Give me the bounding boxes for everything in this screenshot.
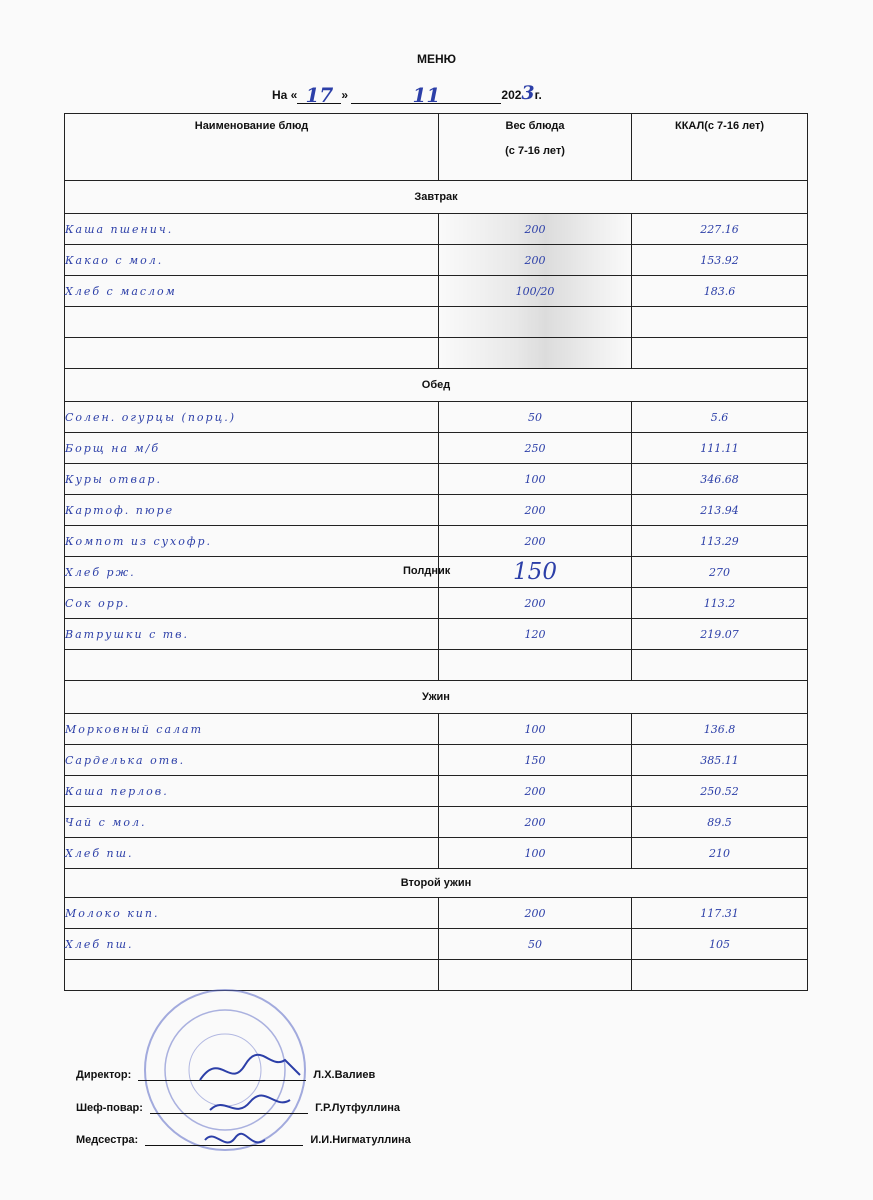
date-year-prefix: 202 <box>501 88 522 102</box>
section-title: Ужин <box>65 681 808 714</box>
dish-weight: 100 <box>439 714 632 745</box>
section-title: Полдник <box>403 565 451 577</box>
dish-kcal: 270 <box>632 557 808 588</box>
table-row-empty <box>65 307 808 338</box>
table-row-empty <box>65 338 808 369</box>
section-breakfast <box>65 181 808 214</box>
handwritten-signatures <box>190 1040 310 1165</box>
table-row <box>65 214 808 245</box>
dish-weight-cell <box>403 557 632 588</box>
dish-name: Какао с мол. <box>65 245 439 276</box>
dish-weight: 200 <box>439 245 632 276</box>
column-header-kcal: ККАЛ(с 7-16 лет) <box>632 114 808 181</box>
dish-weight: 200 <box>439 898 632 929</box>
dish-kcal: 153.92 <box>632 245 808 276</box>
nurse-signature-scribble <box>205 1134 265 1143</box>
table-row <box>65 402 808 433</box>
date-month-field <box>351 83 501 107</box>
dish-name: Хлеб пш. <box>65 838 439 869</box>
section-title: Второй ужин <box>65 869 808 898</box>
section-snack <box>65 557 808 588</box>
date-day-field <box>297 83 341 107</box>
section-lunch <box>65 369 808 402</box>
dish-weight: 50 <box>439 929 632 960</box>
dish-kcal: 385.11 <box>632 745 808 776</box>
dish-kcal: 117.31 <box>632 898 808 929</box>
weight-header-line1: Вес блюда <box>505 120 565 132</box>
dish-name: Сарделька отв. <box>65 745 439 776</box>
chef-name: Г.Р.Лутфуллина <box>315 1102 401 1114</box>
weight-header-line2: (с 7-16 лет) <box>505 145 565 157</box>
table-row <box>65 526 808 557</box>
table-row <box>65 619 808 650</box>
table-row <box>65 276 808 307</box>
dish-name: Каша перлов. <box>65 776 439 807</box>
table-header-row <box>65 114 808 181</box>
dish-name: Компот из сухофр. <box>65 526 439 557</box>
table-row <box>65 745 808 776</box>
dish-weight: 150 <box>439 745 632 776</box>
nurse-label: Медсестра: <box>76 1134 139 1146</box>
dish-kcal: 219.07 <box>632 619 808 650</box>
dish-kcal: 111.11 <box>632 433 808 464</box>
dish-kcal: 136.8 <box>632 714 808 745</box>
dish-name: Хлеб с маслом <box>65 276 439 307</box>
date-month: 11 <box>412 83 441 107</box>
dish-name: Хлеб рж. <box>65 557 439 588</box>
table-row <box>65 929 808 960</box>
dish-kcal: 346.68 <box>632 464 808 495</box>
table-row <box>65 433 808 464</box>
table-row <box>65 807 808 838</box>
dish-weight: 150 <box>513 559 557 585</box>
director-name: Л.Х.Валиев <box>313 1069 376 1081</box>
director-label: Директор: <box>76 1069 132 1081</box>
section-title: Завтрак <box>65 181 808 214</box>
dish-weight: 200 <box>439 776 632 807</box>
table-row <box>65 495 808 526</box>
dish-name: Ватрушки с тв. <box>65 619 439 650</box>
menu-table <box>64 113 808 991</box>
date-suffix: г. <box>534 88 542 102</box>
dish-name: Чай с мол. <box>65 807 439 838</box>
dish-weight: 100 <box>439 464 632 495</box>
section-title: Обед <box>65 369 808 402</box>
table-row-empty <box>65 650 808 681</box>
dish-name: Куры отвар. <box>65 464 439 495</box>
section-second-dinner <box>65 869 808 898</box>
dish-kcal: 89.5 <box>632 807 808 838</box>
table-row <box>65 464 808 495</box>
dish-weight: 200 <box>439 588 632 619</box>
dish-name: Сок орр. <box>65 588 439 619</box>
nurse-name: И.И.Нигматуллина <box>310 1134 411 1146</box>
dish-kcal: 113.29 <box>632 526 808 557</box>
dish-kcal: 183.6 <box>632 276 808 307</box>
dish-name: Солен. огурцы (порц.) <box>65 402 439 433</box>
table-row <box>65 714 808 745</box>
director-signature-scribble <box>200 1055 300 1080</box>
chef-signature-scribble <box>210 1095 290 1110</box>
dish-kcal: 250.52 <box>632 776 808 807</box>
dish-weight: 50 <box>439 402 632 433</box>
date-line <box>272 82 542 107</box>
column-header-weight <box>439 114 632 181</box>
dish-weight: 200 <box>439 495 632 526</box>
dish-weight: 100 <box>439 838 632 869</box>
dish-weight: 200 <box>439 214 632 245</box>
date-day: 17 <box>305 83 334 107</box>
dish-kcal: 227.16 <box>632 214 808 245</box>
table-row <box>65 776 808 807</box>
table-row <box>65 245 808 276</box>
page-title: МЕНЮ <box>416 52 457 66</box>
dish-name: Картоф. пюре <box>65 495 439 526</box>
dish-kcal: 5.6 <box>632 402 808 433</box>
chef-label: Шеф-повар: <box>76 1102 143 1114</box>
dish-name: Борщ на м/б <box>65 433 439 464</box>
dish-weight: 120 <box>439 619 632 650</box>
dish-name: Хлеб пш. <box>65 929 439 960</box>
dish-kcal: 105 <box>632 929 808 960</box>
date-year-digit: 3 <box>521 82 535 104</box>
dish-weight: 200 <box>439 807 632 838</box>
dish-kcal: 113.2 <box>632 588 808 619</box>
dish-kcal: 210 <box>632 838 808 869</box>
dish-weight: 250 <box>439 433 632 464</box>
dish-weight: 200 <box>439 526 632 557</box>
dish-name: Молоко кип. <box>65 898 439 929</box>
table-row <box>65 838 808 869</box>
table-row <box>65 898 808 929</box>
dish-kcal: 213.94 <box>632 495 808 526</box>
dish-weight: 100/20 <box>439 276 632 307</box>
table-row <box>65 588 808 619</box>
date-mid: » <box>341 88 349 102</box>
section-dinner <box>65 681 808 714</box>
column-header-name: Наименование блюд <box>65 114 439 181</box>
date-prefix: На « <box>272 88 298 102</box>
dish-name: Каша пшенич. <box>65 214 439 245</box>
dish-name: Морковный салат <box>65 714 439 745</box>
